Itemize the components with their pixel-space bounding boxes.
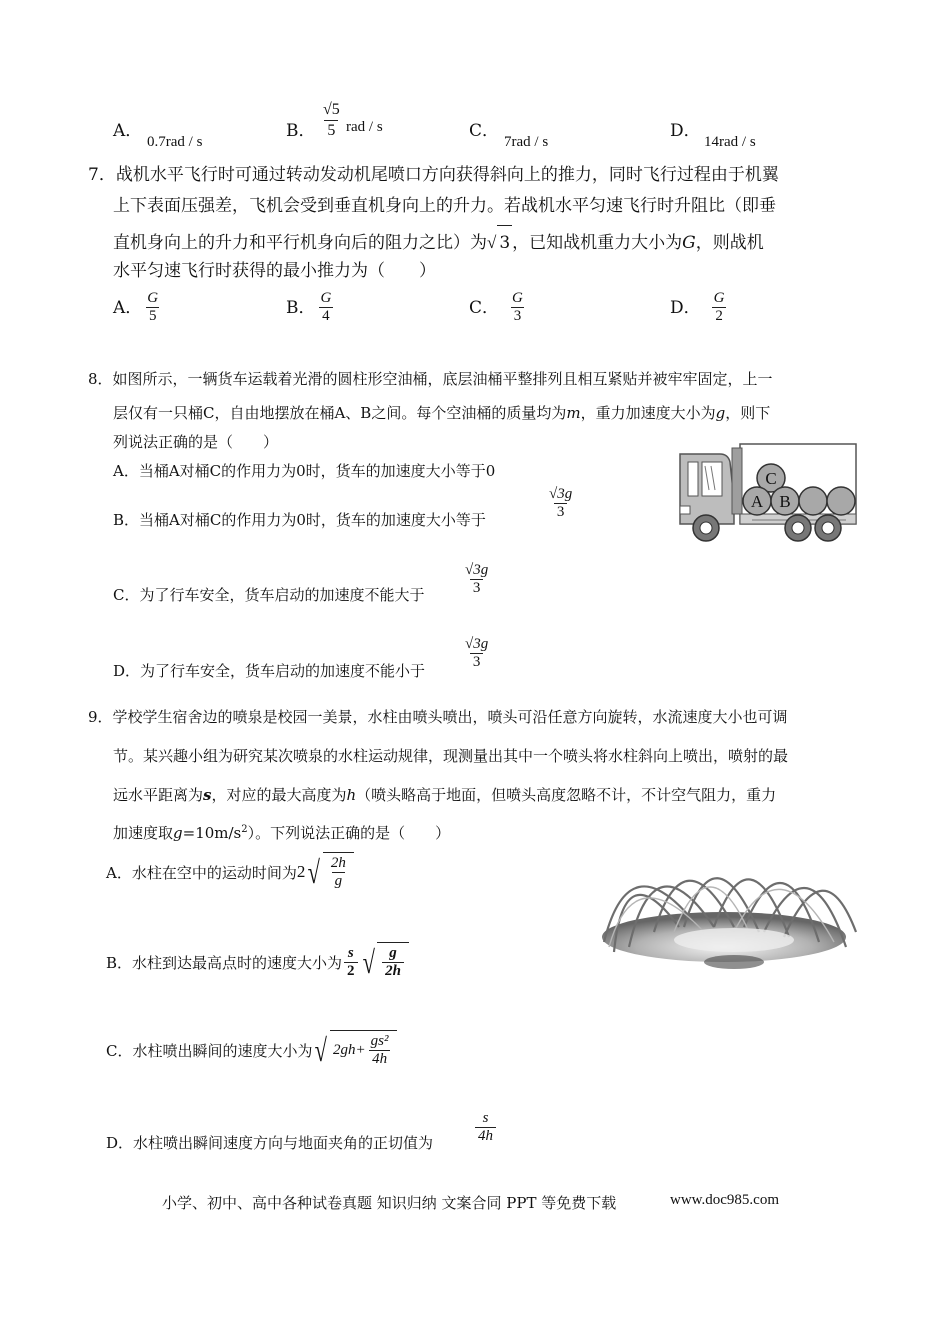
- q7-line-1: 7．战机水平飞行时可通过转动发动机尾喷口方向获得斜向上的推力，同时飞行过程由于机翼: [88, 165, 779, 185]
- q8-option-d-fraction: $\frac{√3g}{3}$: [465, 636, 489, 670]
- q8-option-c: C．为了行车安全，货车启动的加速度不能大于: [113, 586, 425, 604]
- q7-option-b: B． $\frac{G}{4}$: [286, 290, 332, 324]
- q8-line-2: 层仅有一只桶C，自由地摆放在桶A、B之间。每个空油桶的质量均为m，重力加速度大小为g，则下: [113, 404, 771, 422]
- truck-illustration: [676, 440, 862, 544]
- q6-option-c: C．: [469, 121, 500, 141]
- sqrt-symbol: √: [487, 233, 497, 252]
- q9-option-a: A．水柱在空中的运动时间为 2 √ $\frac{2h}{g}$: [106, 852, 354, 892]
- q8-line-3: 列说法正确的是（ ）: [113, 433, 279, 451]
- q6-option-b-unit: rad / s: [346, 119, 383, 135]
- q6-option-a: A．: [113, 121, 143, 141]
- barrel-b-label: B: [779, 492, 791, 511]
- q7-option-a: A． $\frac{G}{5}$: [113, 290, 159, 324]
- q8-line-1: 8．如图所示，一辆货车运载着光滑的圆柱形空油桶，底层油桶平整排列且相互紧贴并被牢牢固定，上一: [88, 370, 773, 388]
- q6-option-b-fraction: $\frac{√5}{5}$: [323, 101, 340, 139]
- q7-line-2: 上下表面压强差，飞机会受到垂直机身向上的升力。若战机水平匀速飞行时升阻比（即垂: [113, 196, 776, 216]
- q6-option-d: D．: [670, 121, 701, 141]
- q8-option-c-fraction: $\frac{√3g}{3}$: [465, 562, 489, 596]
- q6-option-c-value: 7rad / s: [504, 134, 549, 150]
- q6-option-d-value: 14rad / s: [704, 134, 756, 150]
- q9-option-c: C．水柱喷出瞬间的速度大小为 √ 2gh+ $\frac{\text{gs²}}{4h}$: [106, 1030, 397, 1070]
- q8-option-b-fraction: $\frac{√3g}{3}$: [549, 486, 573, 520]
- footer-url[interactable]: www.doc985.com: [670, 1192, 780, 1208]
- q7-line-4: 水平匀速飞行时获得的最小推力为（ ）: [113, 261, 436, 281]
- q8-option-d: D．为了行车安全，货车启动的加速度不能小于: [113, 662, 426, 680]
- q9-line-1: 9．学校学生宿舍边的喷泉是校园一美景，水柱由喷头喷出，喷头可沿任意方向旋转，水流速度大小也可调: [88, 708, 788, 726]
- q7-option-c: C． $\frac{G}{3}$: [469, 290, 523, 324]
- q9-option-d-fraction: $\frac{s}{4h}$: [473, 1110, 498, 1145]
- q7-option-d: D． $\frac{G}{2}$: [670, 290, 725, 324]
- q9-line-4: 加速度取$g=10m/s^2$）。下列说法正确的是（ ）: [113, 824, 451, 842]
- q6-option-b: B．: [286, 121, 316, 141]
- q7-line-3: 直机身向上的升力和平行机身向后的阻力之比）为√ 3 ，已知战机重力大小为G，则战机: [113, 225, 764, 260]
- q6-option-a-value: 0.7rad / s: [147, 134, 203, 150]
- fountain-illustration: [584, 832, 864, 972]
- q8-option-a: A．当桶A对桶C的作用力为0时，货车的加速度大小等于0: [113, 462, 496, 480]
- footer-text: 小学、初中、高中各种试卷真题 知识归纳 文案合同 PPT 等免费下载: [162, 1194, 617, 1212]
- barrel-a-label: A: [750, 492, 764, 511]
- q9-option-b: B．水柱到达最高点时的速度大小为 $\frac{s}{2}$ √ $\frac{g}{2h}$: [106, 942, 409, 982]
- q9-option-d: D．水柱喷出瞬间速度方向与地面夹角的正切值为: [106, 1134, 434, 1152]
- q8-option-b: B．当桶A对桶C的作用力为0时，货车的加速度大小等于: [113, 511, 486, 529]
- barrel-c-label: C: [765, 469, 777, 488]
- q9-line-3: 远水平距离为s，对应的最大高度为h（喷头略高于地面，但喷头高度忽略不计，不计空气阻力，重力: [113, 786, 777, 804]
- q9-line-2: 节。某兴趣小组为研究某次喷泉的水柱运动规律，现测量出其中一个喷头将水柱斜向上喷出，喷射的最: [113, 747, 789, 765]
